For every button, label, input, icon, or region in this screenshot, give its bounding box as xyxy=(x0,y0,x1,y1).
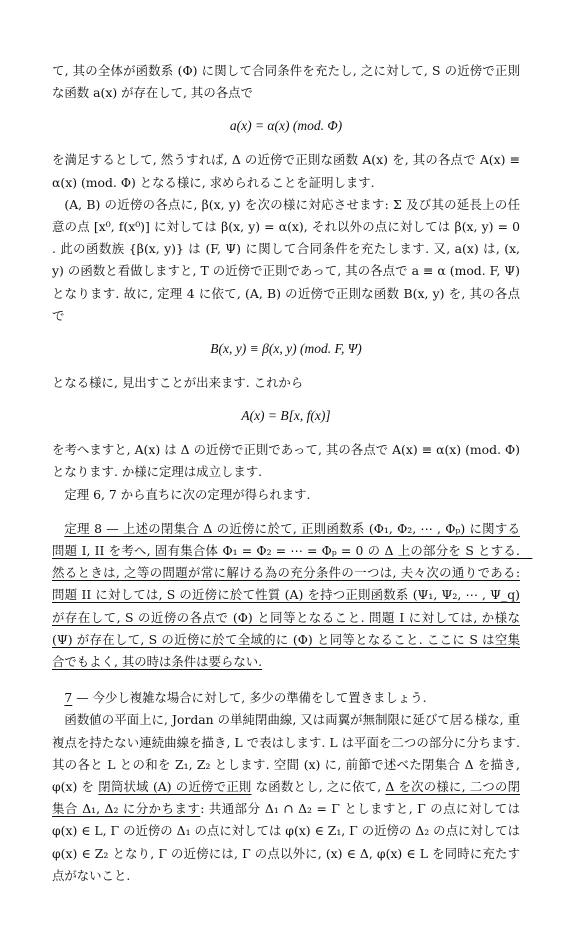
paragraph-conclusion: を考へますと, A(x) は Δ の近傍で正則であって, 其の各点で A(x) ≡ α(x) (mod. Φ) となります. か様に定理は成立します. xyxy=(52,442,520,480)
equation-a-composition: A(x) = B[x, f(x)] xyxy=(241,408,331,424)
paragraph-theorem-intro: 定理 6, 7 から直ちに次の定理が得られます. xyxy=(64,486,311,502)
paragraph-jordan-part-c: : 共通部分 Δ₁ ∩ Δ₂ = Γ としますと, Γ の点に対しては φ(x) ∈ L, Γ の近傍の Δ₁ の点に対しては φ(x) ∈ Z₁, Γ の近傍の Δ₂ の点に対しては φ(x) ∈ Z₂ となり, Γ の近傍には, Γ の点以外に, (x) ∈ Δ, φ(x) ∈ L を同時に充たす点がないこと. xyxy=(52,801,520,883)
paragraph-continuation: て, 其の全体が函数系 (Φ) に関して合同条件を充たし, 之に対して, S の近傍で正則な函数 a(x) が存在して, 其の各点で xyxy=(52,63,520,101)
paragraph-claim: を満足するとして, 然うすれば, Δ の近傍で正則な函数 A(x) を, 其の各点で A(x) ≡ α(x) (mod. Φ) となる様に, 求められることを証明します. xyxy=(52,152,520,190)
paragraph-found: となる様に, 見出すことが出来ます. これから xyxy=(52,375,304,391)
section-7-number: 7 xyxy=(64,690,73,706)
underlined-phrase-split: Δ を次の様に, 二つの閉集合 Δ₁, Δ₂ に分かちます xyxy=(52,779,520,817)
underlined-phrase-cylinder: 閉筒状域 (A) の近傍で正則 xyxy=(98,779,252,795)
paragraph-jordan-curve xyxy=(52,709,520,887)
theorem-8-text: 定理 8 — 上述の閉集合 Δ の近傍に於て, 正則函数系 (Φ₁, Φ₂, ⋯ , Φₚ) に関する問題 I, II を考へ, 固有集合体 Φ₁ = Φ₂ = ⋯ = Φₚ = 0 の Δ 上の部分を S とする. 然るときは, 之等の問題が常に解ける為の充分条件の一つは, 夫々次の通りである: 問題 II に対しては, S の近傍に於て性質 (A) を持つ正則函数系 (Ψ₁, Ψ₂, ⋯ , Ψ_q) が存在して, S の近傍の各点で (Φ) と同等となること. 問題 I に対しては, か様な (Ψ) が存在して, S の近傍に於て全域的に (Φ) と同等となること. ここに S は空集合でもよく, 其の時は条件は要らない. xyxy=(52,520,533,670)
paragraph-jordan-part-a: 函数値の平面上に, Jordan の単純閉曲線, 又は両翼が無制限に延びて居る様な, 重複点を持たない連続曲線を描き, L で表はします. L は平面を二つの部分に分ちます. 其の各と L との和を Z₁, Z₂ とします. 空間 (x) に, 前節で述べた閉集合 Δ を描き, φ(x) を xyxy=(52,712,520,795)
equation-b-congruence: B(x, y) ≡ β(x, y) (mod. F, Ψ) xyxy=(210,341,362,357)
equation-a-congruence: a(x) = α(x) (mod. Φ) xyxy=(229,118,343,134)
section-7-title: — 今少し複雑な場合に対して, 多少の準備をして置きましょう. xyxy=(72,690,427,706)
paragraph-beta-definition: (A, B) の近傍の各点に, β(x, y) を次の様に対応させます: Σ 及び其の延長上の任意の点 [x⁰, f(x⁰)] に対しては β(x, y) = α(x), それ以外の点に対しては β(x, y) = 0 . 此の函数族 {β(x, y)} は (F, Ψ) に関して合同条件を充たします. 又, a(x) は, (x, y) の函数と看做しますと, T の近傍で正則であって, 其の各点で a ≡ α (mod. F, Ψ) となります. 故に, 定理 4 に依て, (A, B) の近傍で正則な函数 B(x, y) を, 其の各点で xyxy=(52,196,520,323)
section-7-heading xyxy=(52,687,520,709)
theorem-8-block xyxy=(52,518,533,673)
paragraph-jordan-part-b: な函数とし, 之に依て, xyxy=(251,779,386,795)
